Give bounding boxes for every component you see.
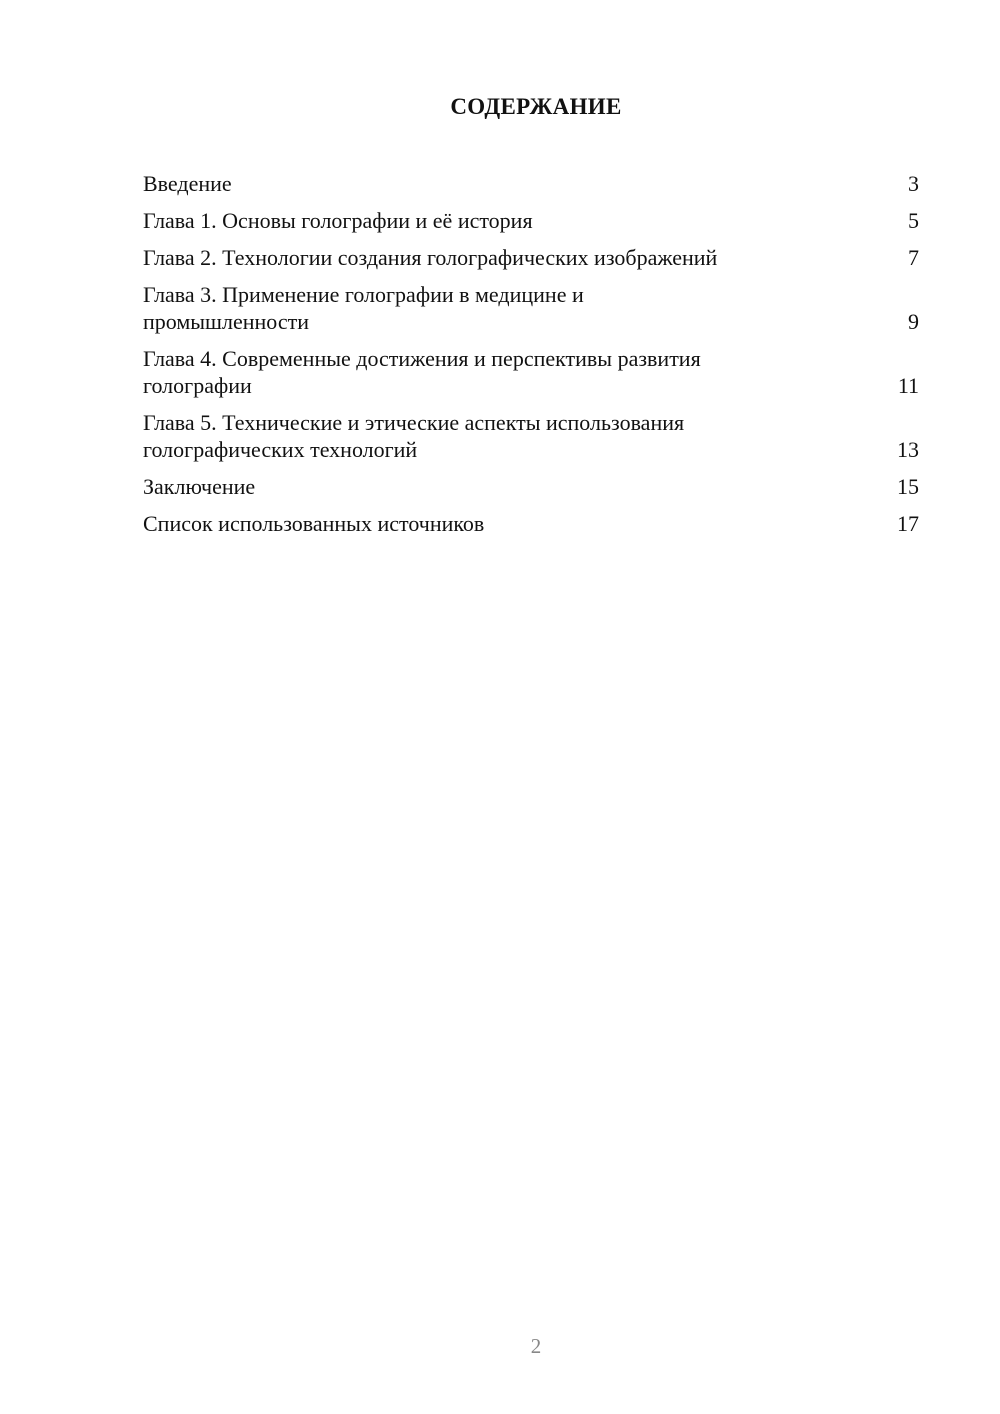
toc-entry-page-number: 9 xyxy=(908,309,919,334)
toc-entry-line: Глава 3. Применение голографии в медицине и xyxy=(143,282,584,307)
page-number: 2 xyxy=(530,1334,542,1358)
table-of-contents xyxy=(143,170,919,547)
toc-title: СОДЕРЖАНИЕ xyxy=(450,94,622,119)
toc-entry-page-number: 7 xyxy=(908,245,919,270)
toc-entry-page-number: 11 xyxy=(897,373,919,398)
toc-entry-text xyxy=(143,281,823,335)
toc-entry-line: Список использованных источников xyxy=(143,511,485,536)
toc-entry-line: голографических технологий xyxy=(143,437,418,462)
toc-entry-text xyxy=(143,409,823,463)
toc-entry-page-number: 15 xyxy=(897,474,919,499)
toc-entry-line: голографии xyxy=(143,373,252,398)
toc-entry-line: Глава 5. Технические и этические аспекты использования xyxy=(143,410,685,435)
toc-entry-text xyxy=(143,170,823,197)
toc-entry-page-number: 3 xyxy=(908,171,919,196)
toc-entry-chapter-1[interactable] xyxy=(143,207,919,234)
toc-entry-text xyxy=(143,207,823,234)
toc-entry-references[interactable] xyxy=(143,510,919,537)
toc-entry-page-number: 13 xyxy=(897,437,919,462)
toc-entry-text xyxy=(143,345,823,399)
toc-entry-text xyxy=(143,244,823,271)
toc-entry-conclusion[interactable] xyxy=(143,473,919,500)
toc-entry-page-number: 5 xyxy=(908,208,919,233)
toc-entry-line: Глава 1. Основы голографии и её история xyxy=(143,208,533,233)
toc-entry-chapter-5[interactable] xyxy=(143,409,919,463)
toc-entry-text xyxy=(143,510,823,537)
toc-entry-introduction[interactable] xyxy=(143,170,919,197)
toc-entry-line: Глава 2. Технологии создания голографических изображений xyxy=(143,245,718,270)
toc-entry-chapter-2[interactable] xyxy=(143,244,919,271)
toc-entry-chapter-4[interactable] xyxy=(143,345,919,399)
toc-entry-text xyxy=(143,473,823,500)
toc-entry-line: промышленности xyxy=(143,309,309,334)
toc-entry-page-number: 17 xyxy=(897,511,919,536)
toc-entry-line: Глава 4. Современные достижения и перспективы развития xyxy=(143,346,701,371)
toc-entry-line: Заключение xyxy=(143,474,256,499)
toc-entry-chapter-3[interactable] xyxy=(143,281,919,335)
toc-entry-line: Введение xyxy=(143,171,232,196)
